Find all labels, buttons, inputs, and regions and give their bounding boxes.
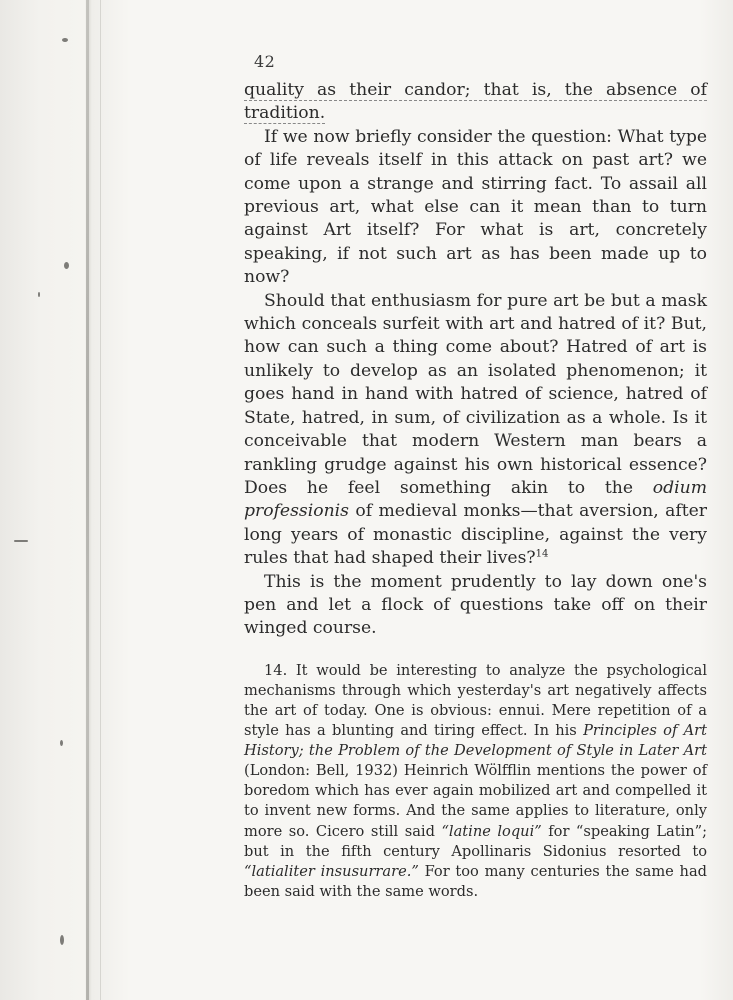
paper-speck xyxy=(60,935,64,945)
footnote-text xyxy=(244,661,707,902)
paper-speck xyxy=(14,540,28,542)
footnote xyxy=(244,661,707,902)
paragraph-text: of medieval monks—that aversion, after long years of monastic discipline, against the very rules that had shaped their lives? xyxy=(244,501,707,569)
paragraph-text: quality as their candor; that is, the absence of tradition. xyxy=(244,80,707,124)
italic-term: odium professionis xyxy=(244,477,707,522)
paper-speck xyxy=(38,292,40,297)
paper-speck xyxy=(62,38,68,42)
paper-speck xyxy=(60,740,63,746)
paper-speck xyxy=(64,262,69,269)
page-content xyxy=(244,52,707,902)
paragraph-text: Should that enthusiasm for pure art be but a mask which conceals surfeit with art and hatred of it? But, how can such a thing come about? Hatred of art is unlikely to develop as an isolated phenomenon; it goes hand in hand with hatred of science, hatred of State, hatred, in sum, of civilization as a whole. Is it conceivable that modern Western man bears a rankling grudge against his own historical essence? Does he feel something akin to the xyxy=(244,290,707,498)
paragraph-continuation xyxy=(244,79,707,126)
footnote-latin-phrase: “latialiter insusurrare.” xyxy=(244,862,419,880)
footnote-latin-phrase: “latine loqui” xyxy=(441,822,542,840)
footnote-segment: For too many centuries the same had been said with the same words. xyxy=(244,862,707,900)
footnote-reference: 14 xyxy=(535,548,549,560)
binding-edge xyxy=(100,0,101,1000)
footnote-book-title: Principles of Art History; the Problem of the Development of Style in Later Art xyxy=(244,722,707,760)
page-number: 42 xyxy=(254,52,276,71)
paragraph xyxy=(244,290,707,571)
footnote-segment: for “speaking Latin”; but in the fifth century Apollinaris Sidonius resorted to xyxy=(244,822,708,860)
body-text xyxy=(244,79,707,641)
footnote-segment: 14. It would be interesting to analyze the psychological mechanisms through which yesterday's art negatively affects the art of today. One is obvious: ennui. Mere repetition of a style has a blunting and tiring effect. In his xyxy=(244,661,707,740)
binding-gutter xyxy=(86,0,89,1000)
paragraph: This is the moment prudently to lay down one's pen and let a flock of questions take off on their winged course. xyxy=(244,571,707,639)
paragraph: If we now briefly consider the question: What type of life reveals itself in this attack on past art? we come upon a strange and stirring fact. To assail all previous art, what else can it mean than to turn against Art itself? For what is art, concretely speaking, if not such art as has been made up to now? xyxy=(244,126,707,288)
footnote-segment: (London: Bell, 1932) Heinrich Wölfflin mentions the power of boredom which has ever again mobilized art and compelled it to invent new forms. And the same applies to literature, only more so. Cicero still said xyxy=(244,762,707,840)
